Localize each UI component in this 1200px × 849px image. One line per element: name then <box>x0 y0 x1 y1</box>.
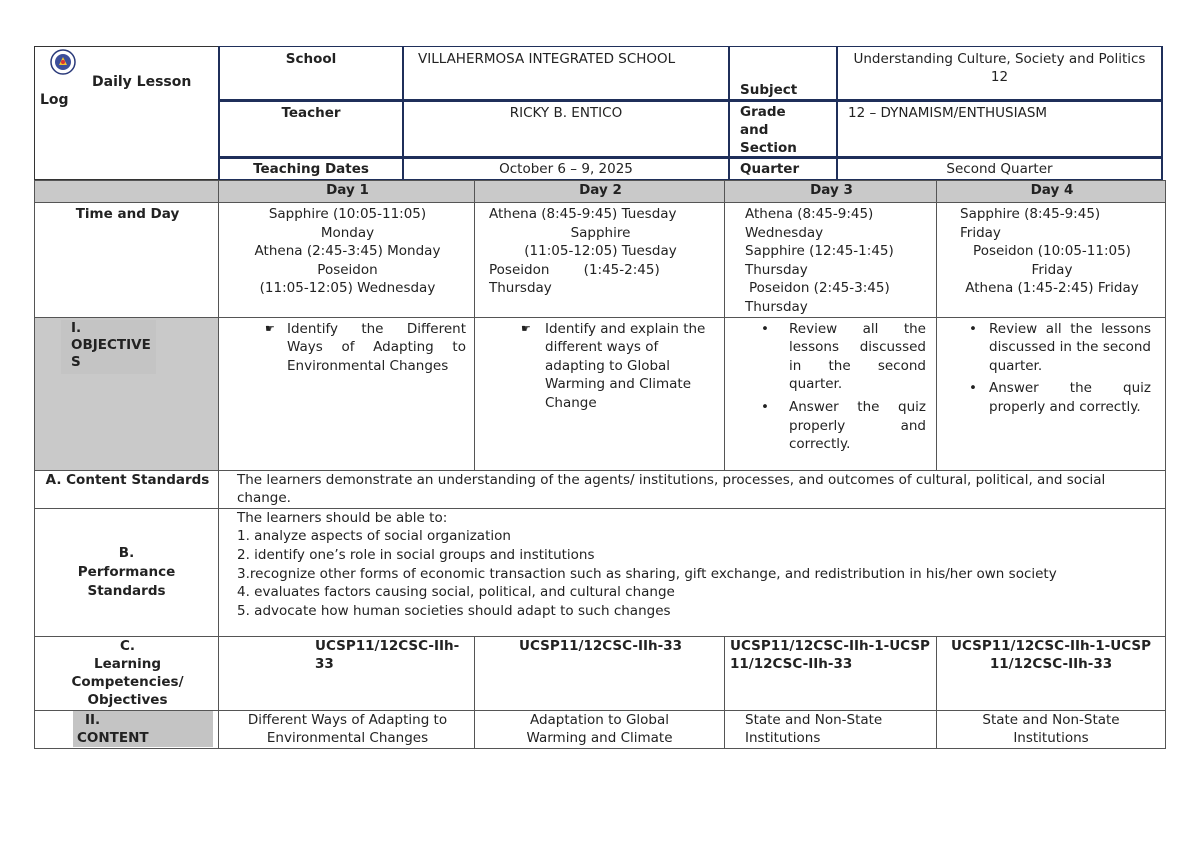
dates-value: October 6 – 9, 2025 <box>402 159 730 180</box>
time-line: Sapphire (10:05-11:05) <box>268 206 427 222</box>
subject-value: Understanding Culture, Society and Politics 12 <box>836 46 1163 102</box>
time-line: Athena (8:45-9:45) <box>745 206 874 222</box>
objective-item <box>937 379 1151 416</box>
performance-item: 4. evaluates factors causing social, political, and cultural change <box>237 584 675 601</box>
time-line: Thursday <box>745 298 808 315</box>
days-row <box>35 181 1166 203</box>
time-line: Thursday <box>745 261 808 278</box>
content-label-line: CONTENT <box>77 729 149 746</box>
time-line: Athena (1:45-2:45) Friday <box>965 280 1139 297</box>
dates-label: Teaching Dates <box>218 159 402 180</box>
objective-text: Answer the quiz properly and correctly. <box>789 398 926 453</box>
grade-value: 12 – DYNAMISM/ENTHUSIASM <box>836 102 1163 159</box>
competencies-label-line: Learning <box>93 655 162 672</box>
time-line: Thursday <box>489 280 552 297</box>
quarter-value: Second Quarter <box>836 159 1163 180</box>
competencies-row <box>35 636 1166 710</box>
content-day2: Adaptation to Global Warming and Climate <box>475 710 725 748</box>
days-corner <box>35 181 219 203</box>
competencies-label-line: Competencies/ <box>71 673 184 690</box>
objective-text: Identify and explain the different ways of adapting to Global Warming and Climate Change <box>545 320 706 411</box>
time-line: Poseidon (10:05-11:05) <box>973 243 1131 260</box>
objectives-label-line: I. <box>71 319 82 336</box>
content-standards-text: The learners demonstrate an understanding of the agents/ institutions, processes, and outcomes of cultural, political, and social change. <box>219 470 1166 508</box>
dll-header <box>34 46 1165 180</box>
performance-item: 1. analyze aspects of social organization <box>237 528 511 545</box>
objective-text: Review all the lessons discussed in the second quarter. <box>989 320 1151 374</box>
time-line: Friday <box>960 224 1001 241</box>
objective-text: Review all the lessons discussed in the second quarter. <box>789 320 926 393</box>
deped-seal-icon <box>50 49 76 75</box>
time-and-day-row <box>35 203 1166 318</box>
objective-text: Answer the quiz properly and correctly. <box>989 380 1151 415</box>
time-line: (11:05-12:05) Wednesday <box>259 280 436 297</box>
day-2-header: Day 2 <box>475 181 725 203</box>
competencies-label-line: Objectives <box>87 691 168 708</box>
objectives-label-line: S <box>71 353 81 370</box>
competencies-label-line: C. <box>119 637 136 654</box>
daily-lesson-log <box>34 46 1165 747</box>
objective-text: Identify the Different Ways of Adapting to Environmental Changes <box>287 320 466 374</box>
competency-day4: UCSP11/12CSC-IIh-1-UCSP11/12CSC-IIh-33 <box>937 636 1166 710</box>
objective-item <box>937 320 1151 376</box>
time-line: (11:05-12:05) Tuesday <box>524 243 677 260</box>
time-line: Sapphire <box>570 224 631 241</box>
objectives-day4 <box>937 317 1166 470</box>
content-row <box>35 710 1166 748</box>
content-day4: State and Non-State Institutions <box>937 710 1166 748</box>
day-4-header: Day 4 <box>937 181 1166 203</box>
time-line: Poseidon <box>317 261 378 278</box>
time-line: Wednesday <box>745 224 824 241</box>
objective-item <box>725 398 926 454</box>
title-cell <box>34 46 218 180</box>
time-line: Poseidon (2:45-3:45) <box>749 280 890 297</box>
competency-day3: UCSP11/12CSC-IIh-1-UCSP11/12CSC-IIh-33 <box>725 636 937 710</box>
time-and-day-label: Time and Day <box>35 203 219 318</box>
time-line: Athena (2:45-3:45) Monday <box>254 243 441 260</box>
performance-item: 3.recognize other forms of economic transaction such as sharing, gift exchange, and redistribution in his/her own society <box>237 565 1057 582</box>
content-day3: State and Non-State Institutions <box>725 710 937 748</box>
objective-item <box>219 320 466 376</box>
objectives-day3 <box>725 317 937 470</box>
objective-item <box>475 320 710 413</box>
performance-item: 5. advocate how human societies should adapt to such changes <box>237 602 671 619</box>
school-label: School <box>218 46 402 102</box>
teacher-value: RICKY B. ENTICO <box>402 102 730 159</box>
objectives-label-cell <box>35 317 219 470</box>
time-line: Athena (8:45-9:45) Tuesday <box>489 206 677 222</box>
content-standards-label: A. Content Standards <box>35 470 219 508</box>
performance-item: 2. identify one’s role in social groups and institutions <box>237 546 595 563</box>
time-line: Monday <box>320 224 375 241</box>
objectives-row <box>35 317 1166 470</box>
time-day4 <box>937 203 1166 318</box>
content-standards-row <box>35 470 1166 508</box>
day-1-header: Day 1 <box>219 181 475 203</box>
bullet-dot-icon: • <box>969 380 977 397</box>
school-value: VILLAHERMOSA INTEGRATED SCHOOL <box>402 46 730 102</box>
competency-day2: UCSP11/12CSC-IIh-33 <box>475 636 725 710</box>
time-line: Sapphire (8:45-9:45) <box>960 206 1101 222</box>
lesson-table <box>34 180 1166 749</box>
time-day2 <box>475 203 725 318</box>
teacher-label: Teacher <box>218 102 402 159</box>
content-label <box>73 711 213 747</box>
hand-bullet-icon: ☛ <box>521 321 531 335</box>
quarter-label: Quarter <box>730 159 836 180</box>
content-label-line: II. <box>85 711 101 728</box>
hand-bullet-icon: ☛ <box>265 321 275 335</box>
time-day3 <box>725 203 937 318</box>
time-line: Friday <box>1031 261 1073 278</box>
content-day1: Different Ways of Adapting to Environmental Changes <box>219 710 475 748</box>
performance-standards-row <box>35 508 1166 636</box>
objectives-day1 <box>219 317 475 470</box>
bullet-dot-icon: • <box>761 320 769 337</box>
objective-item <box>725 320 926 394</box>
content-label-cell <box>35 710 219 748</box>
competency-day1: UCSP11/12CSC-IIh-33 <box>219 636 475 710</box>
performance-standards-label: B. Performance Standards <box>35 508 219 636</box>
objectives-label-line: OBJECTIVE <box>71 336 151 353</box>
dll-title: Daily Lesson Log <box>40 74 192 108</box>
performance-intro: The learners should be able to: <box>237 509 448 526</box>
objectives-label <box>61 320 156 374</box>
subject-label: Subject <box>730 46 836 102</box>
competencies-label <box>35 636 219 710</box>
time-line: Poseidon (1:45-2:45) <box>489 261 660 278</box>
bullet-dot-icon: • <box>761 398 769 415</box>
time-day1 <box>219 203 475 318</box>
day-3-header: Day 3 <box>725 181 937 203</box>
bullet-dot-icon: • <box>969 320 977 337</box>
time-line: Sapphire (12:45-1:45) <box>745 243 894 260</box>
grade-label: Grade and Section <box>730 102 836 159</box>
performance-standards-cell <box>219 508 1166 636</box>
objectives-day2 <box>475 317 725 470</box>
